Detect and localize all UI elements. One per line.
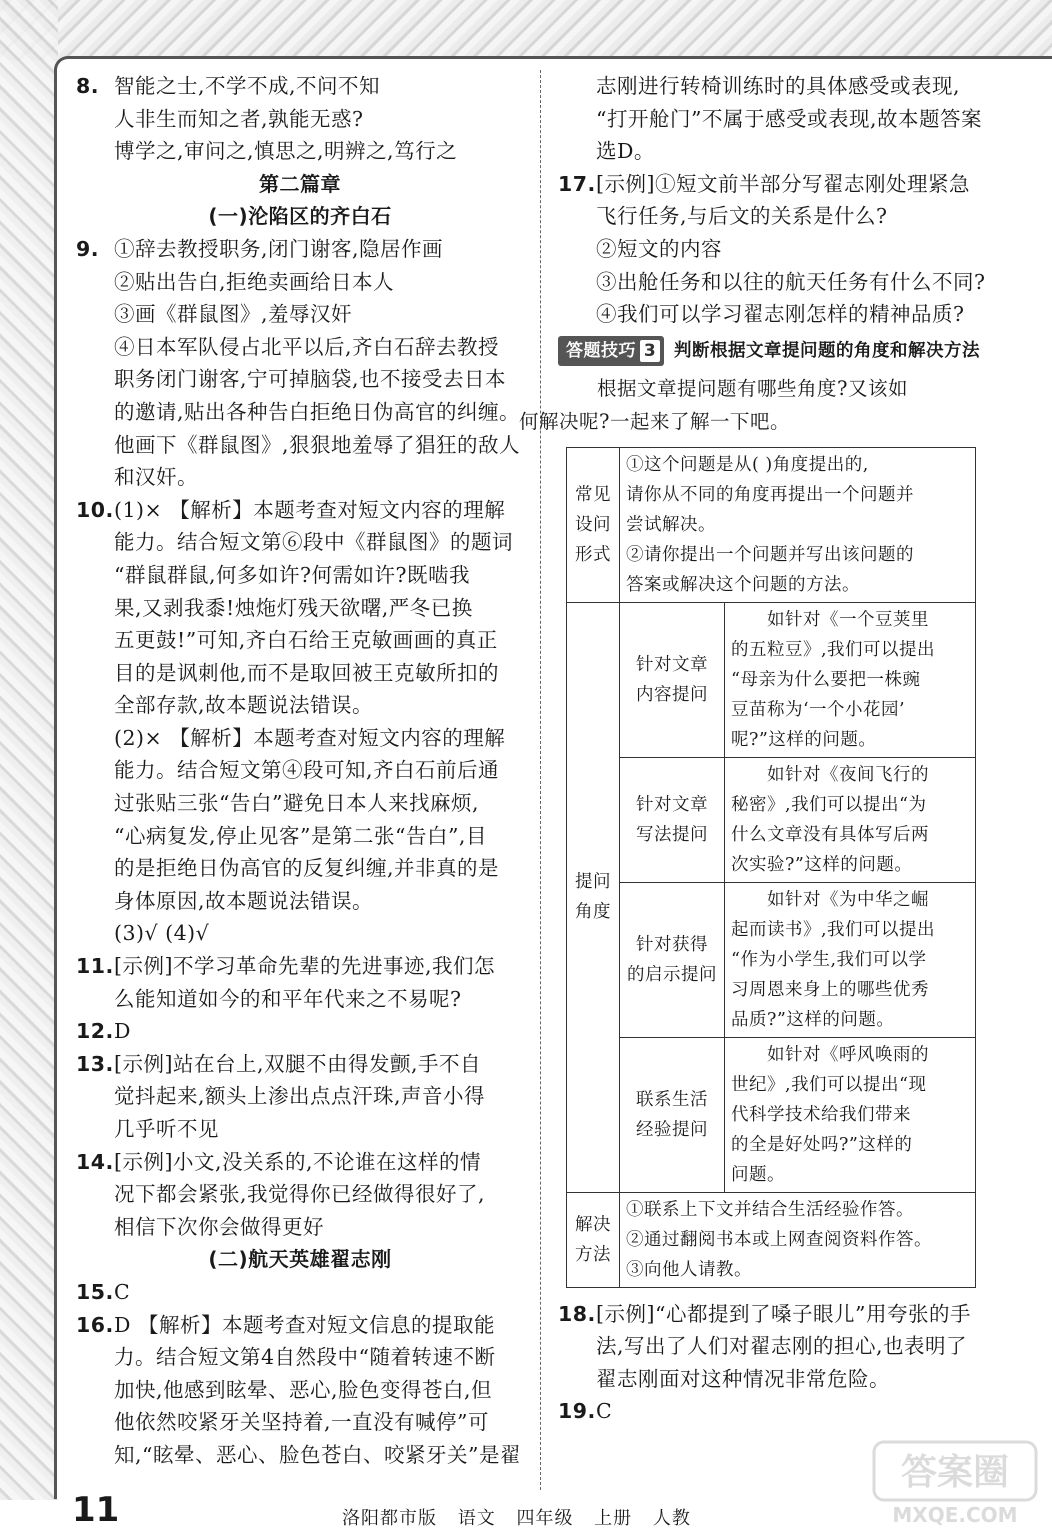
watermark-text: 答案圈 (900, 1452, 1010, 1493)
content-line: 的全是好处吗?”这样的 (731, 1134, 913, 1155)
answer-line: D 【解析】本题考查对短文信息的提取能 (114, 1312, 495, 1337)
decorative-border-top (0, 0, 1052, 60)
answer-line: 飞行任务,与后文的关系是什么? (596, 204, 888, 229)
footer-edition: 洛阳都市版 语文 四年级 上册 人教 (342, 1508, 691, 1529)
section-heading: (一)沦陷区的齐白石 (208, 204, 392, 229)
answer-line: 选D。 (596, 139, 655, 164)
row-content (620, 1192, 976, 1287)
content-line: 世纪》,我们可以提出“现 (731, 1074, 927, 1095)
watermark-url: MXQE.COM (892, 1503, 1018, 1527)
content-line: 呢?”这样的问题。 (731, 729, 877, 750)
answer-number: 8. (76, 74, 100, 98)
answer-line: 和汉奸。 (114, 465, 198, 490)
label-line: 针对文章 (636, 654, 708, 675)
content-line: 尝试解决。 (626, 514, 716, 535)
answer-line: [示例]①短文前半部分写翟志刚处理紧急 (596, 171, 970, 196)
answer-line: [示例]小文,没关系的,不论谁在这样的情 (114, 1149, 482, 1174)
answer-10 (76, 494, 524, 950)
content-line: 习周恩来身上的哪些优秀 (731, 979, 929, 1000)
sub-content (725, 757, 976, 882)
tip-badge (558, 336, 664, 366)
tips-table (566, 447, 976, 1288)
table-row (567, 1192, 976, 1287)
table-row (567, 1037, 976, 1192)
content-line: ②通过翻阅书本或上网查阅资料作答。 (626, 1229, 932, 1250)
answer-12 (76, 1015, 524, 1048)
answer-line: 他依然咬紧牙关坚持着,一直没有喊停”可 (114, 1410, 489, 1435)
label-line: 的启示提问 (627, 964, 717, 985)
table-row (567, 882, 976, 1037)
table-row (567, 447, 976, 602)
answer-line: 身体原因,故本题说法错误。 (114, 888, 374, 913)
label-line: 解决 (575, 1214, 611, 1235)
section-heading: (二)航天英雄翟志刚 (208, 1247, 392, 1272)
answer-11 (76, 950, 524, 1015)
answer-16 (76, 1309, 524, 1472)
content-line: 问题。 (731, 1164, 785, 1185)
answer-line: 翟志刚面对这种情况非常危险。 (596, 1366, 890, 1391)
content-line: 的五粒豆》,我们可以提出 (731, 639, 936, 660)
label-line: 写法提问 (636, 824, 708, 845)
tip-header (558, 335, 996, 368)
answer-line: (2)× 【解析】本题考查对短文内容的理解 (114, 725, 506, 750)
answer-line: 觉抖起来,额头上渗出点点汗珠,声音小得 (114, 1084, 486, 1109)
answer-line: 志刚进行转椅训练时的具体感受或表现, (596, 74, 961, 98)
answer-17 (558, 168, 996, 331)
row-content (620, 447, 976, 602)
content-line: 代科学技术给我们带来 (731, 1104, 911, 1125)
answer-number: 10. (76, 497, 114, 522)
answer-line: (1)× 【解析】本题考查对短文内容的理解 (114, 497, 506, 522)
answer-line: 的是拒绝日伪高官的反复纠缠,并非真的是 (114, 856, 500, 881)
content-line: 豆苗称为‘一个小花园’ (731, 699, 906, 720)
left-column (76, 70, 524, 1472)
answer-line: 全部存款,故本题说法错误。 (114, 693, 374, 718)
answer-line: 能力。结合短文第⑥段中《群鼠图》的题词 (114, 530, 513, 555)
tip-number: 3 (640, 340, 660, 362)
content-line: ①这个问题是从( )角度提出的, (626, 454, 869, 475)
answer-line: 几乎听不见 (114, 1117, 219, 1141)
content-line: 如针对《为中华之崛 (731, 889, 929, 910)
sub-label (620, 757, 725, 882)
answer-line: ④日本军队侵占北平以后,齐白石辞去教授 (114, 334, 500, 359)
label-line: 常见 (575, 484, 611, 505)
answer-19 (558, 1395, 996, 1428)
answer-line: 智能之士,不学不成,不问不知 (114, 74, 381, 98)
answer-line: 力。结合短文第4自然段中“随着转速不断 (114, 1345, 496, 1370)
content-line: ①联系上下文并结合生活经验作答。 (626, 1199, 914, 1220)
answer-16-continued (558, 70, 996, 168)
answer-line: 五更鼓!”可知,齐白石给王克敏画画的真正 (114, 628, 498, 653)
sub-label (620, 1037, 725, 1192)
content-line: 起而读书》,我们可以提出 (731, 919, 936, 940)
answer-line: ①辞去教授职务,闭门谢客,隐居作画 (114, 236, 444, 261)
answer-number: 14. (76, 1149, 114, 1174)
answer-9 (76, 233, 524, 494)
watermark-logo (870, 1438, 1040, 1530)
answer-18 (558, 1298, 996, 1396)
answer-number: 19. (558, 1399, 596, 1424)
answer-number: 9. (76, 236, 100, 261)
sub-label (620, 602, 725, 757)
answer-line: 职务闭门谢客,宁可掉脑袋,也不接受去日本 (114, 367, 507, 392)
answer-number: 16. (76, 1312, 114, 1337)
answer-line: [示例]站在台上,双腿不由得发颤,手不自 (114, 1051, 482, 1076)
answer-line: “打开舱门”不属于感受或表现,故本题答案 (596, 106, 982, 131)
answer-line: 他画下《群鼠图》,狠狠地羞辱了猖狂的敌人 (114, 432, 521, 457)
content-line: 品质?”这样的问题。 (731, 1009, 895, 1030)
label-line: 提问 (575, 872, 611, 893)
label-line: 针对获得 (636, 934, 708, 955)
row-label (567, 602, 620, 1192)
answer-line: (3)√ (4)√ (114, 921, 210, 946)
answer-line: 况下都会紧张,我觉得你已经做得很好了, (114, 1182, 486, 1207)
answer-line: 过张贴三张“告白”避免日本人来找麻烦, (114, 791, 479, 816)
intro-line: 何解决呢?一起来了解一下吧。 (519, 409, 790, 433)
sub-content (725, 602, 976, 757)
content-line: 次实验?”这样的问题。 (731, 854, 913, 875)
answer-line: “群鼠群鼠,何多如许?何需如许?既啮我 (114, 562, 470, 587)
sub-content (725, 882, 976, 1037)
answer-line: 加快,他感到眩晕、恶心,脸色变得苍白,但 (114, 1377, 493, 1402)
answer-line: 目的是讽刺他,而不是取回被王克敏所扣的 (114, 660, 500, 685)
label-line: 经验提问 (636, 1119, 708, 1140)
tip-intro (519, 373, 996, 438)
label-line: 设问 (575, 514, 611, 535)
content-line: “作为小学生,我们可以学 (731, 949, 927, 970)
sub-label (620, 882, 725, 1037)
row-label (567, 1192, 620, 1287)
answer-line: ②短文的内容 (596, 236, 722, 261)
answer-line: ④我们可以学习翟志刚怎样的精神品质? (596, 302, 965, 327)
answer-line: ③出舱任务和以往的航天任务有什么不同? (596, 269, 986, 294)
right-column (519, 70, 996, 1428)
content-line: 如针对《夜间飞行的 (731, 764, 929, 785)
label-line: 方法 (575, 1244, 611, 1265)
tip-title: 判断根据文章提问题的角度和解决方法 (674, 340, 980, 361)
answer-line: 人非生而知之者,孰能无惑? (114, 106, 364, 131)
answer-15 (76, 1276, 524, 1309)
answer-line: “心病复发,停止见客”是第二张“告白”,目 (114, 823, 487, 848)
answer-line: 知,“眩晕、恶心、脸色苍白、咬紧牙关”是翟 (114, 1442, 521, 1467)
answer-line: 法,写出了人们对翟志刚的担心,也表明了 (596, 1334, 968, 1359)
content-line: ②请你提出一个问题并写出该问题的 (626, 544, 914, 565)
answer-line: ②贴出告白,拒绝卖画给日本人 (114, 269, 395, 294)
answer-line: C (596, 1399, 613, 1424)
sub-content (725, 1037, 976, 1192)
content-line: 什么文章没有具体写后两 (731, 824, 929, 845)
content-line: 答案或解决这个问题的方法。 (626, 574, 860, 595)
table-row (567, 757, 976, 882)
answer-number: 11. (76, 954, 114, 979)
answer-line: D (114, 1019, 131, 1044)
label-line: 内容提问 (636, 684, 708, 705)
answer-line: 博学之,审问之,慎思之,明辨之,笃行之 (114, 139, 458, 164)
label-line: 联系生活 (636, 1089, 708, 1110)
answer-number: 15. (76, 1279, 114, 1304)
answer-8 (76, 70, 524, 168)
answer-line: C (114, 1279, 131, 1304)
answer-number: 18. (558, 1301, 596, 1326)
answer-line: ③画《群鼠图》,羞辱汉奸 (114, 302, 353, 327)
content-line: “母亲为什么要把一株豌 (731, 669, 921, 690)
row-label (567, 447, 620, 602)
answer-number: 13. (76, 1051, 114, 1076)
answer-line: 相信下次你会做得更好 (114, 1214, 324, 1239)
answer-number: 12. (76, 1019, 114, 1044)
answer-14 (76, 1146, 524, 1244)
column-divider (540, 70, 541, 1490)
chapter-heading: 第二篇章 (259, 171, 341, 196)
content-line: 秘密》,我们可以提出“为 (731, 794, 927, 815)
label-line: 角度 (575, 902, 611, 923)
table-row (567, 602, 976, 757)
answer-line: 果,又剥我黍!烛炧灯残天欲曙,严冬已换 (114, 595, 473, 620)
label-line: 针对文章 (636, 794, 708, 815)
content-line: 如针对《一个豆荚里 (731, 609, 929, 630)
answer-13 (76, 1048, 524, 1146)
content-line: 如针对《呼风唤雨的 (731, 1044, 929, 1065)
content-line: ③向他人请教。 (626, 1259, 752, 1280)
answer-line: [示例]“心都提到了嗓子眼儿”用夸张的手 (596, 1301, 971, 1326)
answer-line: 么能知道如今的和平年代来之不易呢? (114, 986, 462, 1011)
tip-badge-label: 答题技巧 (566, 340, 636, 361)
decorative-border-left (0, 0, 58, 1500)
answer-line: [示例]不学习革命先辈的先进事迹,我们怎 (114, 954, 496, 979)
answer-line: 能力。结合短文第④段可知,齐白石前后通 (114, 758, 500, 783)
content-line: 请你从不同的角度再提出一个问题并 (626, 484, 914, 505)
answer-line: 的邀请,贴出各种告白拒绝日伪高官的纠缠。 (114, 399, 521, 424)
answer-number: 17. (558, 171, 596, 196)
label-line: 形式 (575, 544, 611, 565)
intro-line: 根据文章提问题有哪些角度?又该如 (597, 377, 908, 401)
page-number: 11 (72, 1490, 120, 1530)
